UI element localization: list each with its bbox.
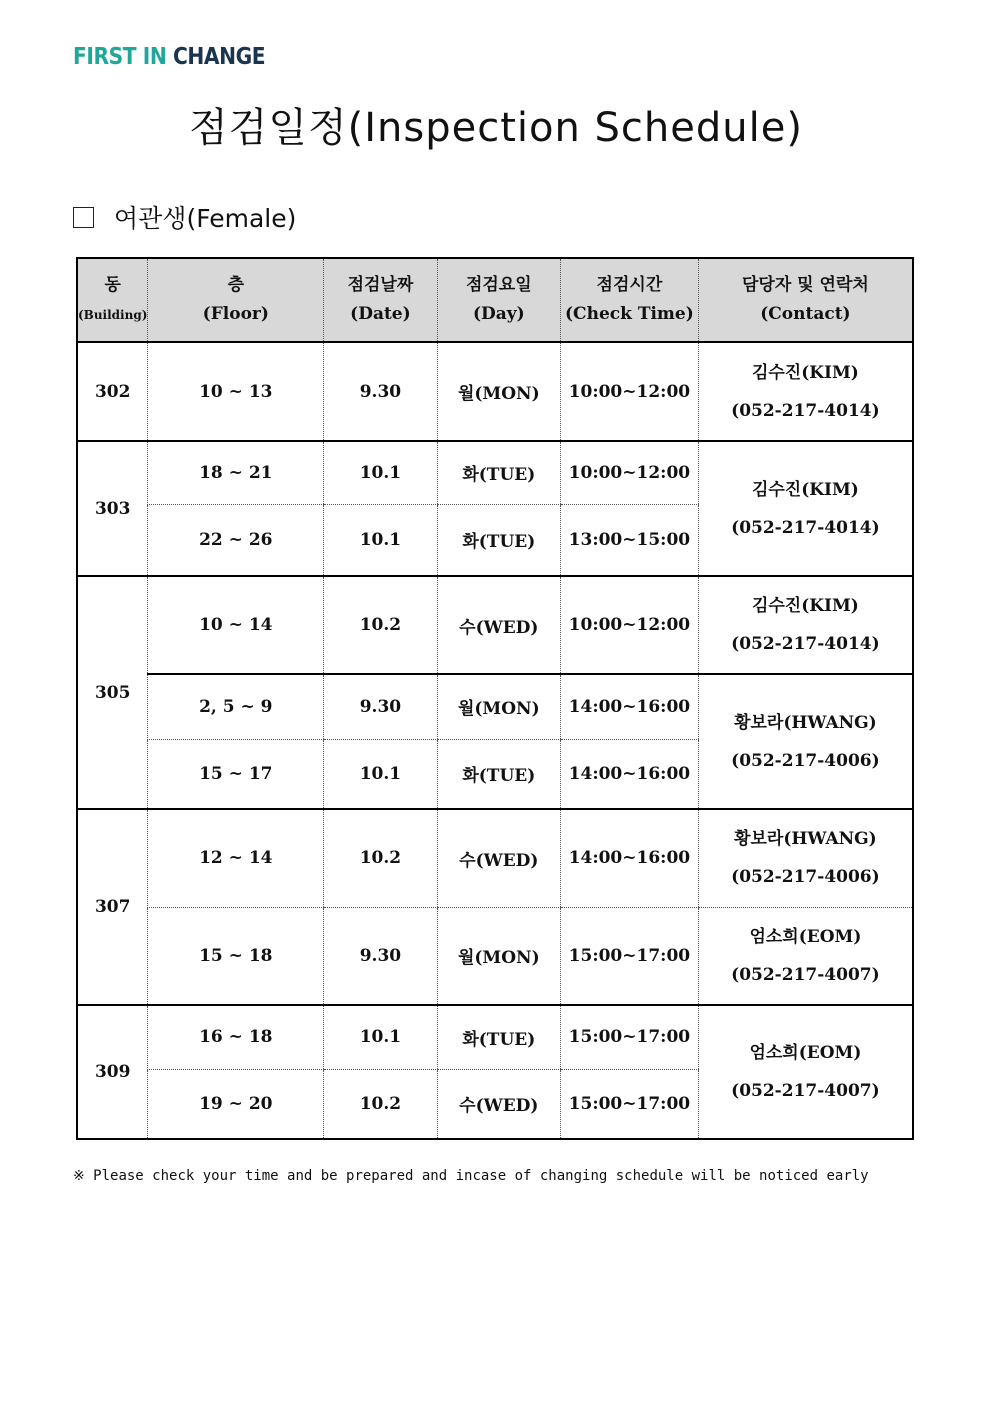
date-cell: 10.2: [324, 1069, 437, 1139]
building-cell: 307: [77, 809, 148, 1005]
floor-cell: 19 ~ 20: [148, 1069, 324, 1139]
logo: [73, 44, 265, 70]
time-cell: 14:00~16:00: [560, 739, 698, 809]
floor-cell: 12 ~ 14: [148, 809, 324, 907]
floor-cell: 22 ~ 26: [148, 504, 324, 576]
day-cell: 화(TUE): [437, 441, 560, 504]
day-cell: 월(MON): [437, 342, 560, 441]
day-cell: 수(WED): [437, 809, 560, 907]
contact-cell: 엄소희(EOM) (052-217-4007): [698, 1005, 913, 1139]
date-cell: 9.30: [324, 342, 437, 441]
date-cell: 10.1: [324, 1005, 437, 1069]
floor-cell: 15 ~ 17: [148, 739, 324, 809]
time-cell: 15:00~17:00: [560, 1005, 698, 1069]
floor-cell: 2, 5 ~ 9: [148, 674, 324, 739]
table-row: [77, 809, 913, 907]
logo-first-in: FIRST IN: [73, 44, 167, 70]
footnote: ※ Please check your time and be prepared and incase of changing schedule will be noticed early: [73, 1168, 869, 1184]
table-row: [77, 342, 913, 441]
table-row: [77, 674, 913, 739]
floor-cell: 10 ~ 14: [148, 576, 324, 674]
time-cell: 14:00~16:00: [560, 674, 698, 739]
header-contact: 담당자 및 연락처 (Contact): [698, 258, 913, 342]
time-cell: 13:00~15:00: [560, 504, 698, 576]
time-cell: 10:00~12:00: [560, 342, 698, 441]
section-label: 여관생(Female): [114, 204, 297, 233]
logo-change: CHANGE: [172, 44, 266, 70]
floor-cell: 18 ~ 21: [148, 441, 324, 504]
header-row: [77, 258, 913, 342]
time-cell: 14:00~16:00: [560, 809, 698, 907]
floor-cell: 16 ~ 18: [148, 1005, 324, 1069]
floor-cell: 15 ~ 18: [148, 907, 324, 1005]
time-cell: 10:00~12:00: [560, 576, 698, 674]
time-cell: 10:00~12:00: [560, 441, 698, 504]
contact-cell: 황보라(HWANG) (052-217-4006): [698, 809, 913, 907]
date-cell: 10.1: [324, 441, 437, 504]
table-row: [77, 1005, 913, 1069]
contact-cell: 김수진(KIM) (052-217-4014): [698, 576, 913, 674]
building-cell: 303: [77, 441, 148, 576]
floor-cell: 10 ~ 13: [148, 342, 324, 441]
building-cell: 309: [77, 1005, 148, 1139]
contact-cell: 황보라(HWANG) (052-217-4006): [698, 674, 913, 809]
day-cell: 화(TUE): [437, 1005, 560, 1069]
date-cell: 10.1: [324, 739, 437, 809]
day-cell: 화(TUE): [437, 739, 560, 809]
day-cell: 화(TUE): [437, 504, 560, 576]
building-cell: 305: [77, 576, 148, 809]
header-time: 점검시간 (Check Time): [560, 258, 698, 342]
day-cell: 월(MON): [437, 674, 560, 739]
checkbox-icon: [73, 207, 94, 228]
table-row: [77, 441, 913, 504]
header-building: 동 (Building): [77, 258, 148, 342]
table-row: [77, 576, 913, 674]
header-floor: 층 (Floor): [148, 258, 324, 342]
building-cell: 302: [94, 381, 131, 402]
day-cell: 수(WED): [437, 1069, 560, 1139]
day-cell: 월(MON): [437, 907, 560, 1005]
page-title: 점검일정(Inspection Schedule): [189, 105, 803, 151]
contact-cell: 엄소희(EOM) (052-217-4007): [698, 907, 913, 1005]
day-cell: 수(WED): [437, 576, 560, 674]
table-row: [77, 907, 913, 1005]
time-cell: 15:00~17:00: [560, 907, 698, 1005]
date-cell: 10.2: [324, 809, 437, 907]
time-cell: 15:00~17:00: [560, 1069, 698, 1139]
schedule-table: [76, 257, 914, 1140]
date-cell: 9.30: [324, 674, 437, 739]
header-day: 점검요일 (Day): [437, 258, 560, 342]
date-cell: 10.1: [324, 504, 437, 576]
contact-cell: 김수진(KIM) (052-217-4014): [698, 441, 913, 576]
contact-cell: 김수진(KIM) (052-217-4014): [698, 342, 913, 441]
date-cell: 10.2: [324, 576, 437, 674]
date-cell: 9.30: [324, 907, 437, 1005]
header-date: 점검날짜 (Date): [324, 258, 437, 342]
section-heading: [73, 199, 296, 235]
